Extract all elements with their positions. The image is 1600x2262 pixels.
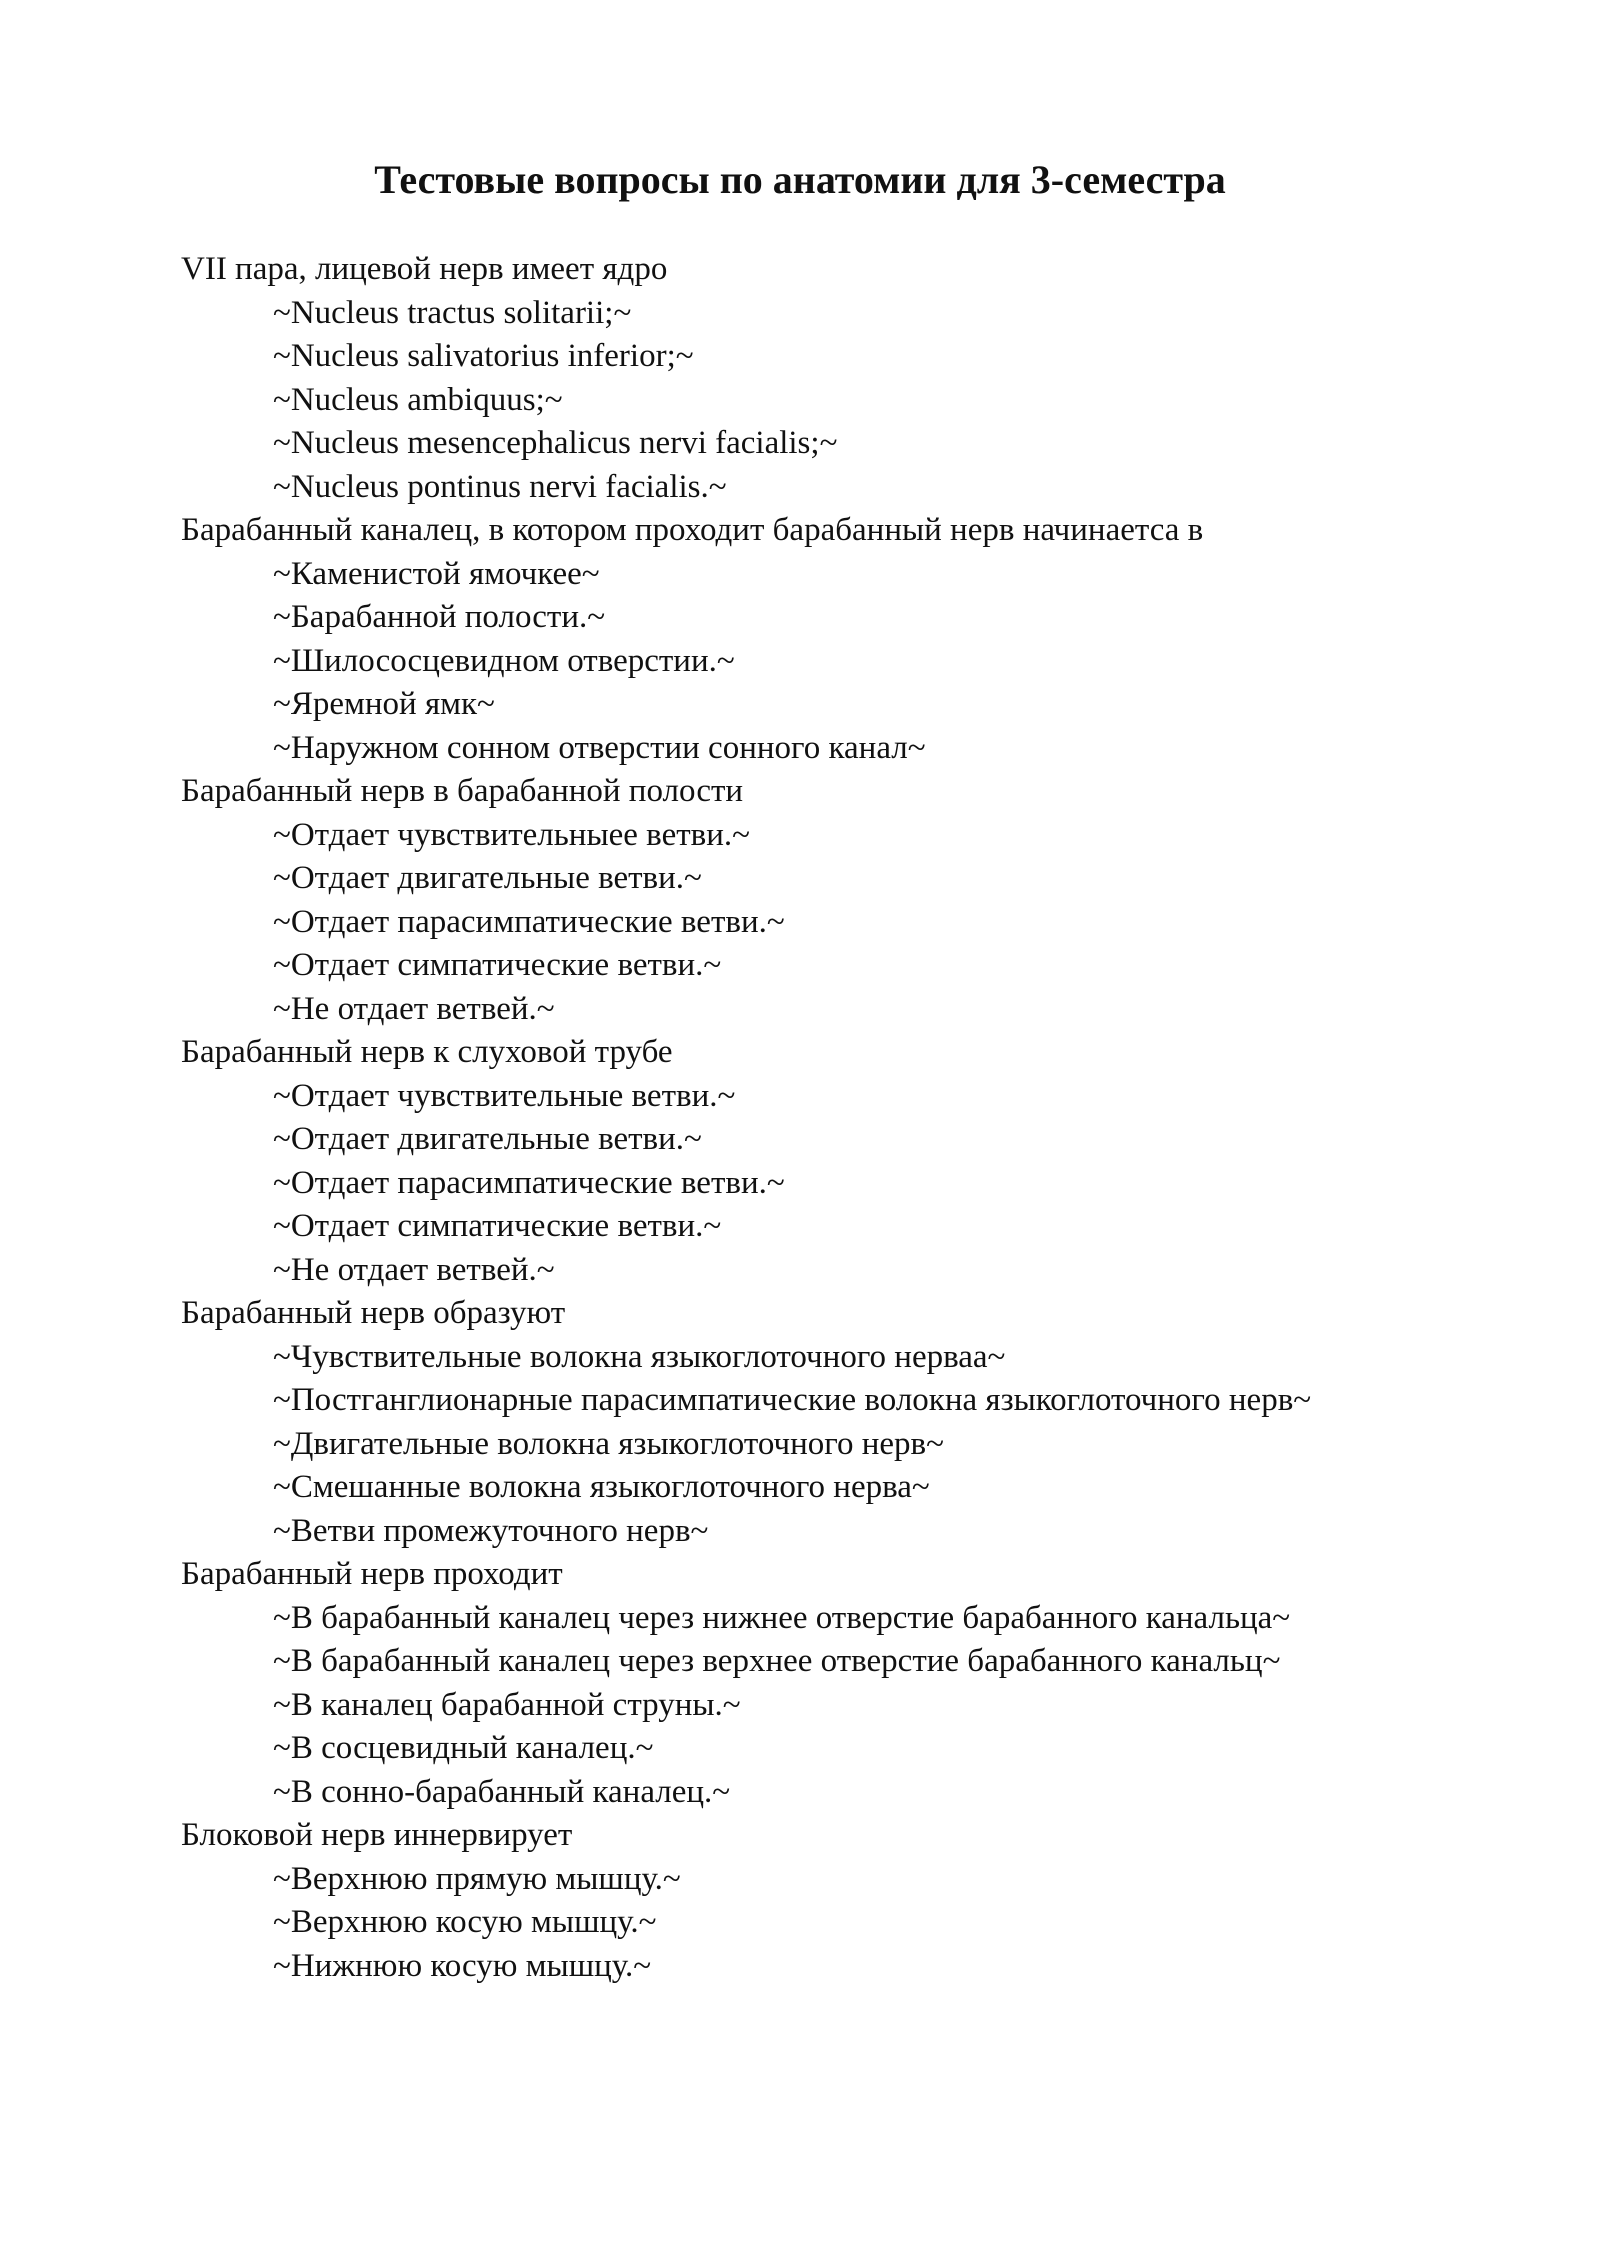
answer-option: ~В каналец барабанной струны.~ (273, 1686, 741, 1723)
answer-option: ~Яремной ямк~ (273, 686, 495, 722)
answer-option: ~В барабанный каналец через верхнее отверстие барабанного канальц~ (273, 1643, 1281, 1679)
answer-option: ~Отдает симпатические ветви.~ (273, 1208, 722, 1244)
answer-option: ~Отдает чувствительныее ветви.~ (273, 816, 750, 853)
answer-option: ~Шилососцевидном отверстии.~ (273, 642, 735, 679)
question-text: Барабанный нерв образуют (181, 1295, 566, 1331)
question-text: Блоковой нерв иннервирует (181, 1817, 573, 1853)
question-text: Барабанный каналец, в котором проходит барабанный нерв начинаетса в (181, 512, 1204, 548)
answer-option: ~Nucleus ambiquus;~ (273, 381, 563, 418)
answer-option: ~Двигательные волокна языкоглоточного нерв~ (273, 1425, 944, 1462)
question-text: Барабанный нерв проходит (181, 1556, 563, 1592)
question-text: Барабанный нерв к слуховой трубе (181, 1034, 673, 1070)
answer-option: ~Верхнюю прямую мышцу.~ (273, 1860, 681, 1897)
answer-option: ~Не отдает ветвей.~ (273, 1251, 555, 1288)
answer-option: ~Отдает чувствительные ветви.~ (273, 1077, 736, 1114)
answer-option: ~Отдает симпатические ветви.~ (273, 947, 722, 983)
answer-option: ~Nucleus salivatorius inferior;~ (273, 338, 694, 374)
answer-option: ~Барабанной полости.~ (273, 599, 606, 635)
answer-option: ~Ветви промежуточного нерв~ (273, 1512, 709, 1549)
answer-option: ~Постганглионарные парасимпатические волокна языкоглоточного нерв~ (273, 1382, 1312, 1418)
answer-option: ~В сонно-барабанный каналец.~ (273, 1773, 731, 1810)
answer-option: ~Не отдает ветвей.~ (273, 990, 555, 1027)
answer-option: ~Nucleus pontinus nervi facialis.~ (273, 468, 727, 505)
question-text: Барабанный нерв в барабанной полости (181, 773, 744, 809)
answer-option: ~Отдает парасимпатические ветви.~ (273, 903, 785, 940)
answer-option: ~Чувствительные волокна языкоглоточного нерваа~ (273, 1338, 1006, 1375)
answer-option: ~Верхнюю косую мышцу.~ (273, 1904, 657, 1940)
answer-option: ~Смешанные волокна языкоглоточного нерва~ (273, 1469, 930, 1505)
question-list (181, 248, 1432, 1988)
question-text: VII пара, лицевой нерв имеет ядро (181, 251, 668, 287)
answer-option: ~Каменистой ямочкее~ (273, 555, 600, 592)
answer-option: ~Nucleus tractus solitarii;~ (273, 294, 632, 331)
answer-option: ~В сосцевидный каналец.~ (273, 1730, 654, 1766)
answer-option: ~Отдает двигательные ветви.~ (273, 860, 702, 896)
document-title: Тестовые вопросы по анатомии для 3-семестра (374, 157, 1226, 202)
answer-option: ~Отдает двигательные ветви.~ (273, 1121, 702, 1157)
answer-option: ~Отдает парасимпатические ветви.~ (273, 1164, 785, 1201)
answer-option: ~В барабанный каналец через нижнее отверстие барабанного канальца~ (273, 1599, 1291, 1636)
answer-option: ~Наружном сонном отверстии сонного канал~ (273, 729, 926, 766)
answer-option: ~Нижнюю косую мышцу.~ (273, 1947, 652, 1984)
answer-option: ~Nucleus mesencephalicus nervi facialis;~ (273, 425, 838, 461)
